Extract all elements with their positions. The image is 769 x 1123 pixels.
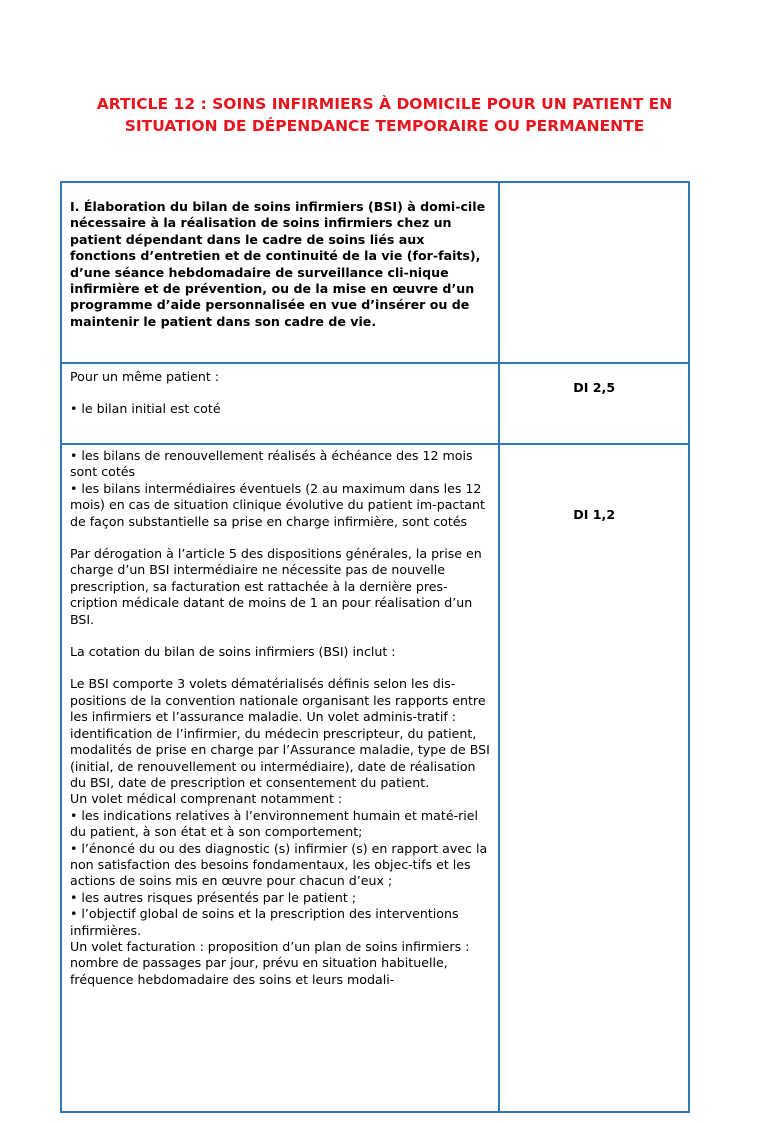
- row-intro: Pour un même patient :: [70, 369, 220, 384]
- bullet-risques: • les autres risques présentés par le patient ;: [70, 889, 357, 905]
- table-cell-description: [61, 363, 499, 444]
- bullet-objectif: • l’objectif global de soins et la prescription des interventions infirmières.: [70, 906, 459, 938]
- table-cell-description: [61, 182, 499, 363]
- medical-heading: Un volet médical comprenant notamment :: [70, 791, 343, 807]
- table-row: [61, 444, 689, 1112]
- bullet-renouvellement: • les bilans de renouvellement réalisés à échéance des 12 mois sont cotés: [70, 448, 473, 480]
- cotation-code: DI 1,2: [573, 507, 616, 522]
- table-cell-code: [499, 363, 689, 444]
- facturation-paragraph: Un volet facturation : proposition d’un plan de soins infirmiers : nombre de passages par jour, prévu en situation habituelle, fréquence hebdomadaire des soins et leurs modali-: [70, 938, 470, 987]
- bullet-initial-bilan: • le bilan initial est coté: [70, 401, 221, 417]
- article-title-line-2: SITUATION DE DÉPENDANCE TEMPORAIRE OU PERMANENTE: [124, 117, 645, 135]
- bullet-intermediaires: • les bilans intermédiaires éventuels (2 au maximum dans les 12 mois) en cas de situation clinique évolutive du patient im-pactant de façon substantielle sa prise en charge infirmière, sont cotés: [70, 480, 485, 529]
- table-cell-code: [499, 182, 689, 363]
- nomenclature-table: [60, 181, 690, 1113]
- table-row: [61, 182, 689, 363]
- article-title-line-1: ARTICLE 12 : SOINS INFIRMIERS À DOMICILE POUR UN PATIENT EN: [96, 95, 673, 113]
- table-cell-description: [61, 444, 499, 1112]
- article-title: [40, 93, 729, 137]
- section-heading: I. Élaboration du bilan de soins infirmiers (BSI) à domi-cile nécessaire à la réalisation de soins infirmiers chez un patient dépendant dans le cadre de soins liés aux fonctions d’entretien et de continuité de la vie (for-faits), d’une séance hebdomadaire de surveillance cli-nique infirmière et de prévention, ou de la mise en œuvre d’un programme d’aide personnalisée en vue d’insérer ou de maintenir le patient dans son cadre de vie.: [70, 199, 486, 329]
- table-cell-code: [499, 444, 689, 1112]
- derogation-paragraph: Par dérogation à l’article 5 des dispositions générales, la prise en charge d’un BSI intermédiaire ne nécessite pas de nouvelle prescription, sa facturation est rattachée à la dernière pres-cription médicale datant de moins de 1 an pour réalisation d’un BSI.: [70, 546, 482, 627]
- bullet-diagnostic: • l’énoncé du ou des diagnostic (s) infirmier (s) en rapport avec la non satisfaction des besoins fondamentaux, les objec-tifs et les actions de soins mis en œuvre pour chacun d’eux ;: [70, 840, 488, 889]
- volets-paragraph: Le BSI comporte 3 volets dématérialisés définis selon les dis-positions de la convention nationale organisant les rapports entre les infirmiers et l’assurance maladie. Un volet adminis-tratif : identification de l’infirmier, du médecin prescripteur, du patient, modalités de prise en charge par l’Assurance maladie, type de BSI (initial, de renouvellement ou intermédiaire), date de réalisation du BSI, date de prescription et consentement du patient.: [70, 676, 490, 790]
- cotation-paragraph: La cotation du bilan de soins infirmiers (BSI) inclut :: [70, 644, 396, 660]
- table-row: [61, 363, 689, 444]
- cotation-code: DI 2,5: [573, 380, 616, 395]
- bullet-environnement: • les indications relatives à l’environnement humain et maté-riel du patient, à son état et à son comportement;: [70, 807, 479, 840]
